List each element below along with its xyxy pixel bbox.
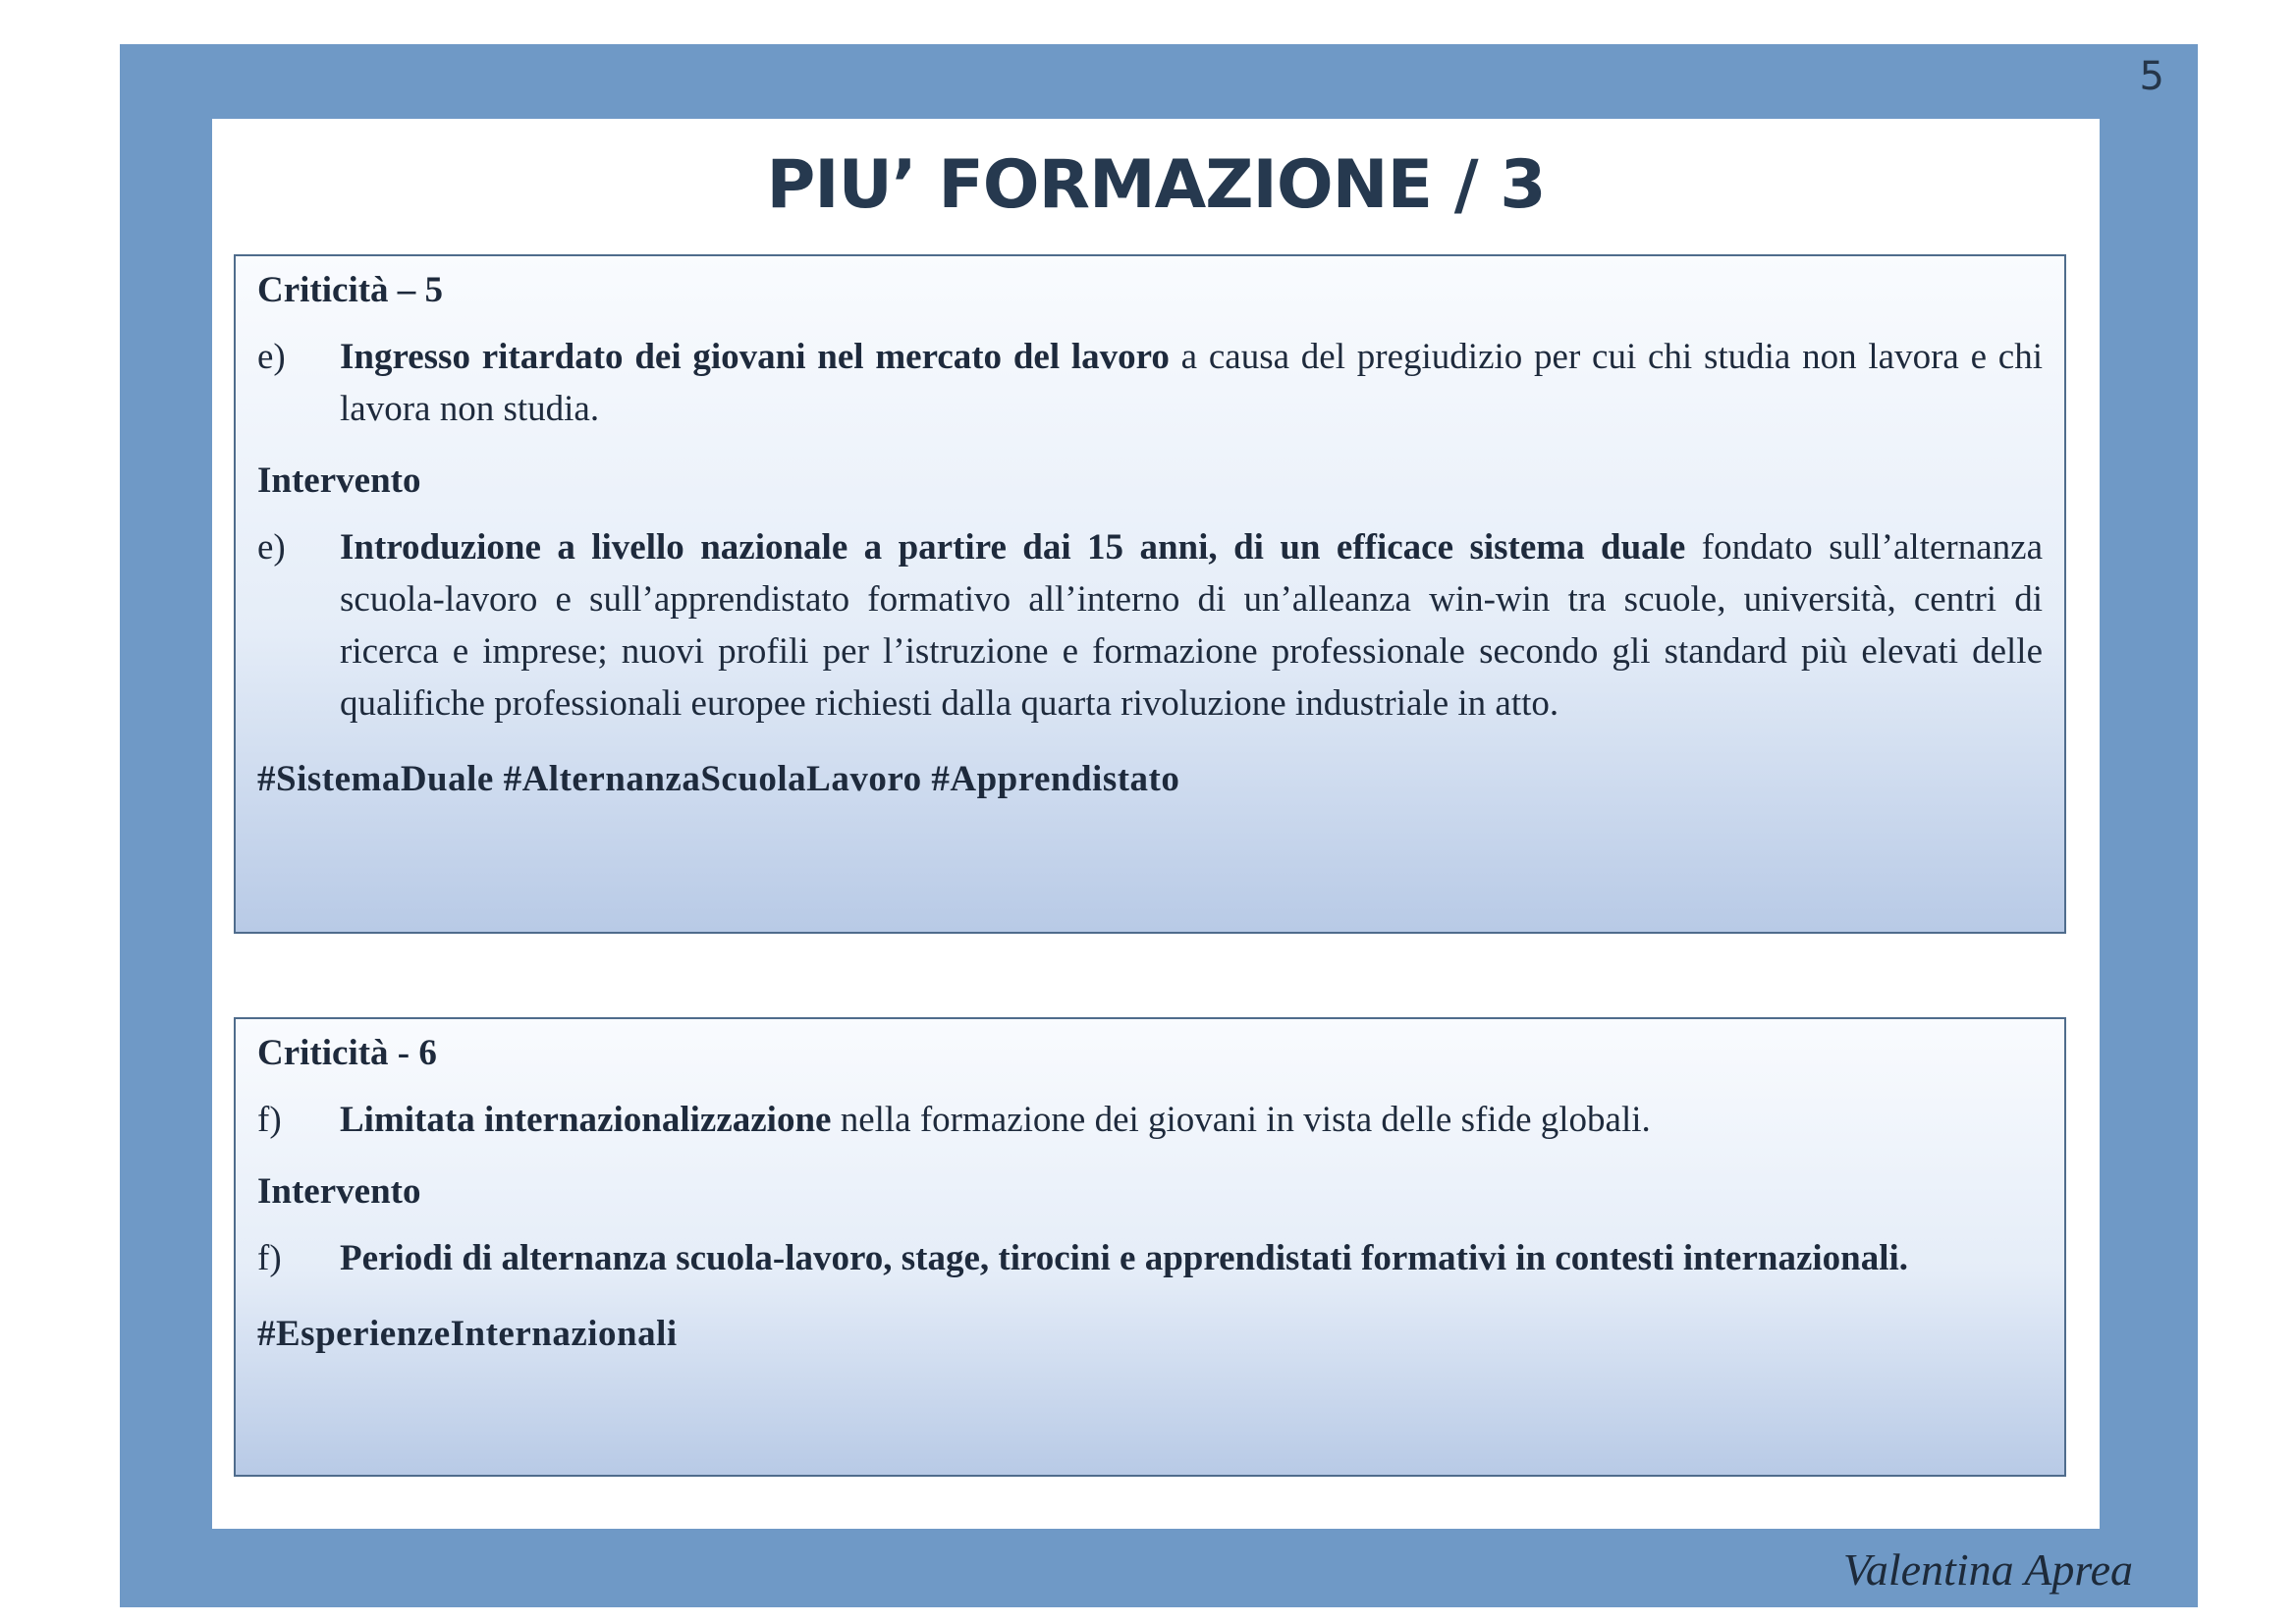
intervento-heading: Intervento — [257, 1171, 421, 1212]
item-marker: f) — [257, 1100, 282, 1140]
problem-bold-text: Limitata internazionalizzazione — [340, 1100, 832, 1140]
problem-text: nella formazione dei giovani in vista delle sfide globali. — [831, 1100, 1651, 1140]
intervention-item — [257, 521, 2043, 730]
problem-text: a causa del pregiudizio per cui chi studia non lavora e chi lavora non studia. — [340, 337, 2043, 429]
slide-title: PIU’ FORMAZIONE / 3 — [766, 146, 1546, 224]
intervention-bold-text: Introduzione a livello nazionale a partire dai 15 anni, di un efficace sistema duale — [340, 527, 1686, 568]
intervento-heading: Intervento — [257, 460, 421, 501]
intervention-text: fondato sull’alternanza scuola-lavoro e sull’apprendistato formativo all’interno di un’alleanza win-win tra scuole, università, centri di ricerca e imprese; nuovi profili per l’istruzione e formazione professionale secondo gli standard più elevati delle qualifiche professionali europee richiesti dalla quarta rivoluzione industriale in atto. — [340, 527, 2043, 724]
slide-content — [212, 119, 2100, 1529]
criticita-card-6 — [234, 1017, 2066, 1477]
problem-bold-text: Ingresso ritardato dei giovani nel mercato del lavoro — [340, 337, 1170, 377]
item-marker: e) — [257, 337, 286, 377]
author-signature: Valentina Aprea — [1842, 1544, 2133, 1595]
page-number: 5 — [2139, 54, 2164, 99]
criticita-heading: Criticità - 6 — [257, 1033, 437, 1073]
criticita-heading: Criticità – 5 — [257, 270, 444, 310]
problem-item — [257, 331, 2043, 435]
criticita-card-5 — [234, 254, 2066, 934]
item-marker: e) — [257, 527, 286, 568]
hashtags: #SistemaDuale #AlternanzaScuolaLavoro #Apprendistato — [257, 759, 1180, 799]
intervention-item — [257, 1232, 2043, 1284]
item-marker: f) — [257, 1238, 282, 1278]
slide-frame — [120, 44, 2198, 1607]
intervention-bold-text: Periodi di alternanza scuola-lavoro, stage, tirocini e apprendistati formativi in contesti internazionali. — [340, 1238, 1909, 1278]
problem-item — [257, 1094, 2043, 1146]
hashtags: #EsperienzeInternazionali — [257, 1314, 678, 1354]
